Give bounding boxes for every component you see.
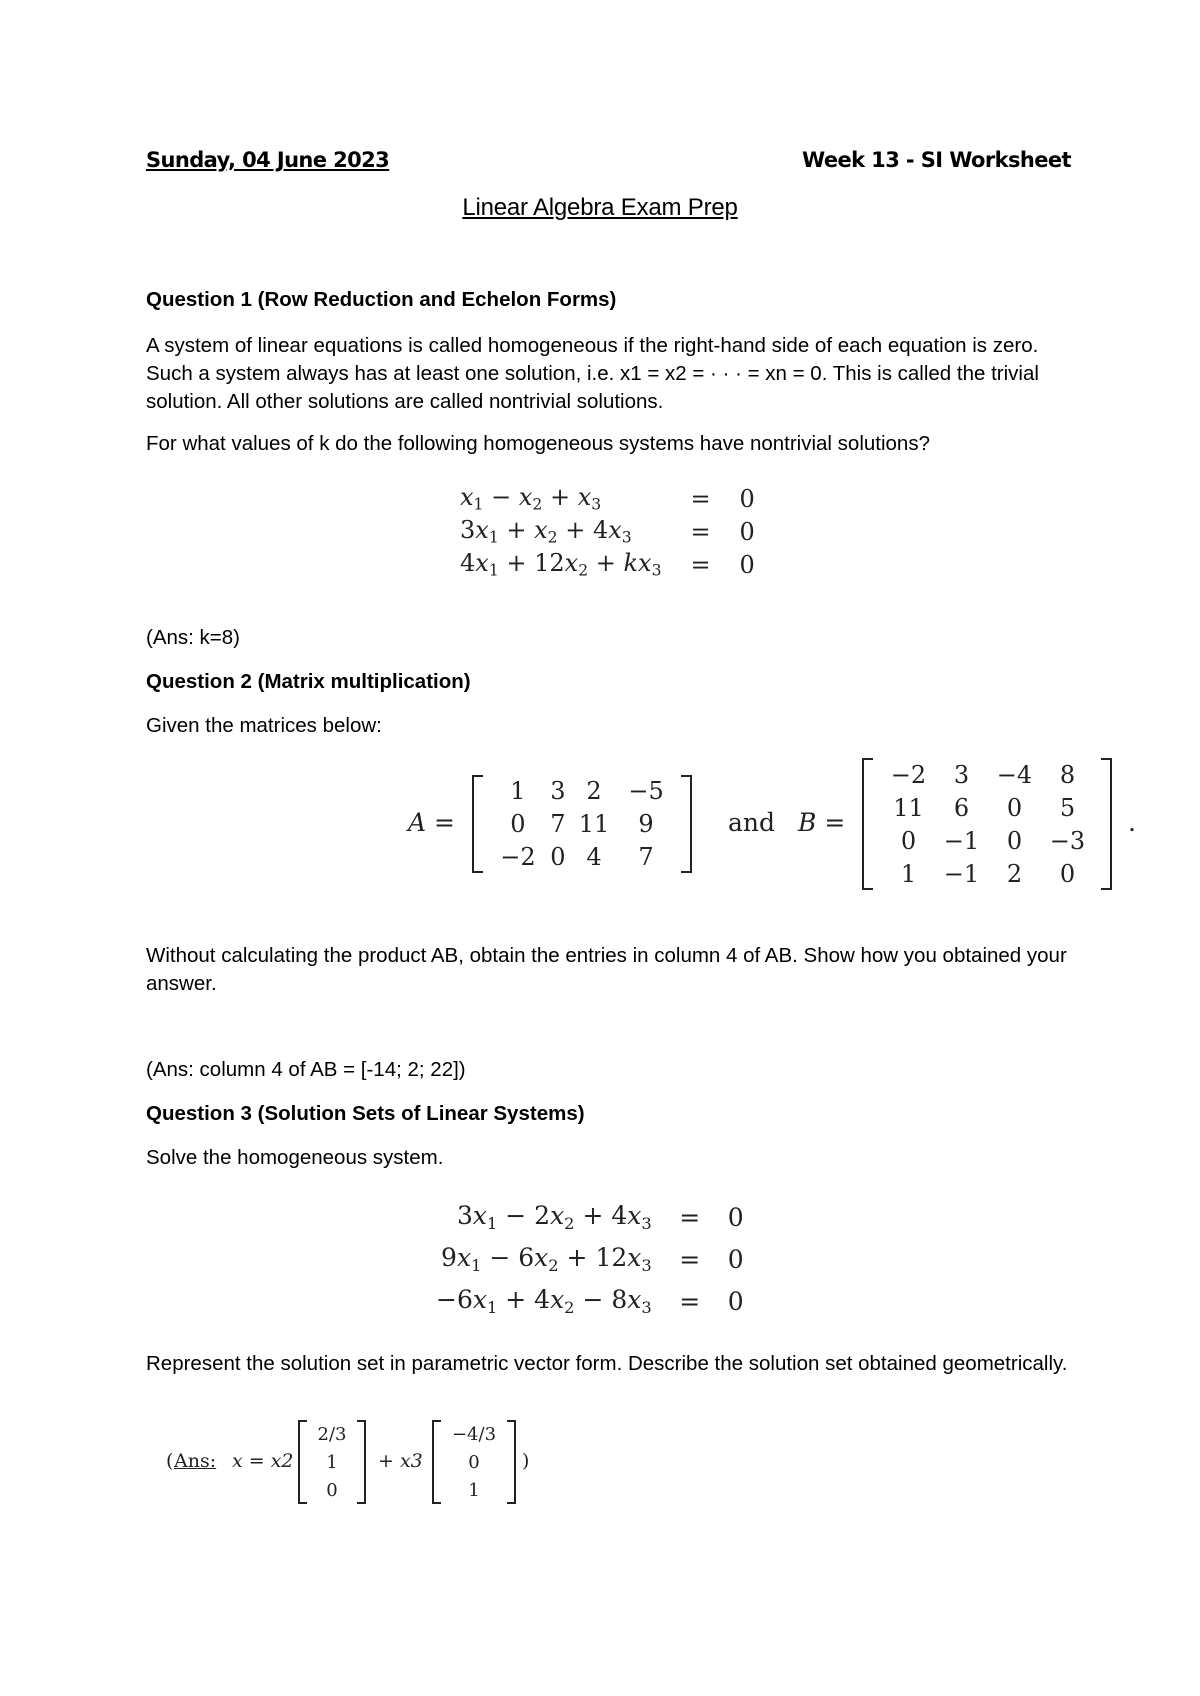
q3-vector-1-right-bracket bbox=[357, 1420, 366, 1504]
matrix-b-grid bbox=[882, 758, 1094, 890]
q2-heading: Question 2 (Matrix multiplication) bbox=[146, 670, 471, 693]
q3-heading: Question 3 (Solution Sets of Linear Systems) bbox=[146, 1102, 585, 1125]
q3-answer-label: Ans: bbox=[174, 1450, 217, 1472]
matrix-a-label-text: A = bbox=[408, 808, 455, 837]
date-heading: Sunday, 04 June 2023 bbox=[146, 148, 390, 172]
q1-eq2-lhs: $3x_1 + x_2 + 4x_3$ bbox=[460, 516, 632, 547]
q3-intro: Solve the homogeneous system. bbox=[146, 1146, 444, 1169]
matrix-b-cell: −2 bbox=[890, 760, 927, 789]
matrix-b-cell: 5 bbox=[1059, 793, 1076, 822]
q3-vector-2-entry: −4/3 bbox=[451, 1423, 497, 1445]
q3-answer-plus-x3: + x3 bbox=[378, 1450, 423, 1472]
q3-vector-2-entry: 0 bbox=[468, 1451, 480, 1473]
q3-answer-open: ( bbox=[166, 1450, 174, 1472]
q3-vector-2-entry: 1 bbox=[468, 1479, 480, 1501]
matrix-a-cell: 0 bbox=[550, 842, 566, 871]
q1-eq1-equals: = bbox=[690, 484, 711, 513]
q3-eq1-equals: = bbox=[679, 1202, 701, 1232]
matrix-a-cell: 1 bbox=[510, 777, 526, 806]
matrix-a-cell: 7 bbox=[550, 809, 566, 838]
q1-eq3-equals: = bbox=[690, 550, 711, 579]
q3-vector-1-entry: 0 bbox=[326, 1479, 338, 1501]
matrix-b-left-bracket bbox=[862, 758, 873, 890]
matrix-b-cell: 0 bbox=[1059, 859, 1076, 888]
q1-eq2-rhs: 0 bbox=[739, 517, 755, 546]
matrix-b-cell: 8 bbox=[1059, 760, 1076, 789]
q1-eq1-rhs: 0 bbox=[739, 484, 755, 513]
matrix-b-cell: 0 bbox=[900, 826, 917, 855]
q3-eq2-equals: = bbox=[679, 1244, 701, 1274]
q1-heading: Question 1 (Row Reduction and Echelon Forms) bbox=[146, 288, 617, 311]
matrix-b-cell: −1 bbox=[943, 859, 980, 888]
matrix-a-right-bracket bbox=[681, 775, 692, 873]
q3-answer-close: ) bbox=[522, 1450, 530, 1472]
q3-vector-2-grid bbox=[440, 1420, 508, 1504]
q3-vector-2-right-bracket bbox=[507, 1420, 516, 1504]
matrix-a-cell: 7 bbox=[638, 842, 654, 871]
q1-eq3-rhs: 0 bbox=[739, 550, 755, 579]
q3-eq3-lhs: $-6x_1 + 4x_2 - 8x_3$ bbox=[436, 1285, 652, 1317]
q2-intro: Given the matrices below: bbox=[146, 714, 382, 737]
q1-answer: (Ans: k=8) bbox=[146, 626, 240, 649]
matrix-a-grid bbox=[490, 775, 674, 873]
matrix-a-left-bracket bbox=[472, 775, 483, 873]
matrix-a-cell: 9 bbox=[638, 809, 654, 838]
matrix-b-label: B = bbox=[798, 808, 846, 837]
matrix-b-cell: 0 bbox=[1006, 793, 1023, 822]
q1-definition: A system of linear equations is called homogeneous if the right-hand side of each equation is zero. Such a system always has at least one solution, i.e. x1 = x2 = · · · = xn = 0. This is called the trivial solution. All other solutions are called nontrivial solutions. bbox=[146, 334, 1039, 413]
matrix-a-cell: −2 bbox=[500, 842, 536, 871]
matrix-b-cell: 11 bbox=[893, 793, 924, 822]
matrix-a-cell: −5 bbox=[628, 777, 664, 806]
matrix-a-cell: 11 bbox=[578, 809, 610, 838]
q2-answer: (Ans: column 4 of AB = [-14; 2; 22]) bbox=[146, 1058, 466, 1081]
q3-eq3-rhs: 0 bbox=[727, 1286, 744, 1316]
q3-prompt: Represent the solution set in parametric vector form. Describe the solution set obtained geometrically. bbox=[146, 1352, 1068, 1375]
matrix-b-cell: 2 bbox=[1006, 859, 1023, 888]
q3-eq1-rhs: 0 bbox=[727, 1202, 744, 1232]
q1-eq2-equals: = bbox=[690, 517, 711, 546]
q1-equation-system bbox=[460, 482, 755, 581]
matrix-b-cell: 3 bbox=[953, 760, 970, 789]
matrix-a-label bbox=[408, 808, 455, 837]
q1-question: For what values of k do the following homogeneous systems have nontrivial solutions? bbox=[146, 432, 930, 455]
matrix-b-cell: −1 bbox=[943, 826, 980, 855]
and-word: and bbox=[728, 808, 776, 837]
q3-vector-1-entry: 2/3 bbox=[317, 1423, 347, 1445]
q3-eq2-rhs: 0 bbox=[727, 1244, 744, 1274]
q3-vector-1 bbox=[298, 1420, 366, 1504]
matrix-b-cell: 0 bbox=[1006, 826, 1023, 855]
matrix-a-cell: 2 bbox=[586, 777, 602, 806]
week-heading: Week 13 - SI Worksheet bbox=[802, 148, 1071, 172]
matrix-b-cell: 6 bbox=[953, 793, 970, 822]
matrix-b bbox=[862, 758, 1112, 890]
matrix-a bbox=[472, 775, 692, 873]
q3-eq1-lhs: $3x_1 - 2x_2 + 4x_3$ bbox=[456, 1201, 652, 1233]
matrix-a-cell: 3 bbox=[550, 777, 566, 806]
q2-prompt: Without calculating the product AB, obtain the entries in column 4 of AB. Show how you obtained your answer. bbox=[146, 944, 1067, 995]
matrix-a-cell: 0 bbox=[510, 809, 526, 838]
matrix-a-cell: 4 bbox=[586, 842, 602, 871]
page-title: Linear Algebra Exam Prep bbox=[462, 194, 738, 221]
matrix-b-cell: 1 bbox=[900, 859, 917, 888]
q1-eq1-lhs: $x_1 - x_2 + x_3$ bbox=[460, 483, 602, 514]
q3-answer-x-eq: x = x2 bbox=[232, 1450, 294, 1472]
matrix-b-cell: −3 bbox=[1049, 826, 1086, 855]
q3-vector-1-entry: 1 bbox=[326, 1451, 338, 1473]
q3-eq3-equals: = bbox=[679, 1286, 701, 1316]
matrix-b-right-bracket bbox=[1101, 758, 1112, 890]
q3-eq2-lhs: $9x_1 - 6x_2 + 12x_3$ bbox=[441, 1243, 652, 1275]
matrix-b-cell: −4 bbox=[996, 760, 1033, 789]
q1-eq3-lhs: $4x_1 + 12x_2 + kx_3$ bbox=[460, 549, 662, 580]
q3-vector-2 bbox=[432, 1420, 516, 1504]
matrix-period: . bbox=[1128, 808, 1136, 837]
q3-vector-1-grid bbox=[306, 1420, 358, 1504]
q3-equation-system bbox=[436, 1196, 744, 1322]
